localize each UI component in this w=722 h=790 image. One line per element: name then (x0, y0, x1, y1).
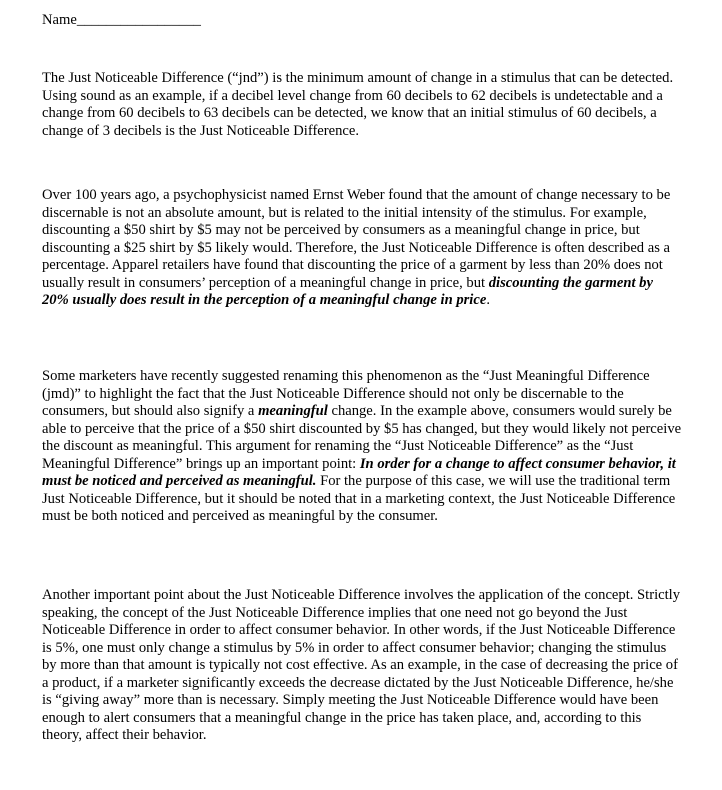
paragraph-text: Over 100 years ago, a psychophysicist named Ernst Weber found that the amount of change necessary to be discernable is not an absolute amount, but is related to the initial intensity of the stimulus. For example, discounting a $50 shirt by $5 may not be perceived by consumers as a meaningful change in price, but discounting a $25 shirt by $5 likely would. Therefore, the Just Noticeable Difference is often described as a percentage. Apparel retailers have found that discounting the price of a garment by less than 20% does not usually result in consumers’ perception of a meaningful change in price, but (42, 187, 671, 291)
emphasis-text: discounting the garment by 20% usually does result in the perception of a meaningful change in price (42, 274, 653, 308)
paragraph-jnd-definition (42, 70, 682, 140)
emphasis-text: In order for a change to affect consumer behavior, it must be noticed and perceived as meaningful. (42, 455, 676, 489)
paragraph-jmd (42, 368, 682, 526)
paragraph-text: The Just Noticeable Difference (“jnd”) is the minimum amount of change in a stimulus that can be detected. Using sound as an example, if a decibel level change from 60 decibels to 62 decibels is undetectable and a change from 60 decibels to 63 decibels can be detected, we know that an initial stimulus of 60 decibels, a change of 3 decibels is the Just Noticeable Difference. (42, 70, 674, 139)
paragraph-application (42, 587, 682, 745)
paragraph-text: . (486, 292, 490, 308)
name-blank: _________________ (76, 12, 201, 28)
emphasis-text: meaningful (258, 403, 328, 419)
name-field-line (42, 12, 201, 30)
paragraph-text: Some marketers have recently suggested renaming this phenomenon as the “Just Meaningful Difference (jmd)” to highlight the fact that the Just Noticeable Difference should not only be discernable to the consumers, but should also signify a (42, 368, 650, 419)
paragraph-text: change. In the example above, consumers would surely be able to perceive that the price of a $50 shirt discounted by $5 has changed, but they would likely not perceive the discount as meaningful. This argument for renaming the “Just Noticeable Difference” as the “Just Meaningful Difference” brings up an important point: (42, 403, 682, 472)
paragraph-text: Another important point about the Just Noticeable Difference involves the application of the concept. Strictly speaking, the concept of the Just Noticeable Difference implies that one need not go beyond the Just Noticeable Difference in order to affect consumer behavior. In other words, if the Just Noticeable Difference is 5%, one must only change a stimulus by 5% in order to affect consumer behavior; changing the stimulus by more than that amount is typically not cost effective. As an example, in the case of decreasing the price of a product, if a marketer significantly exceeds the decrease dictated by the Just Noticeable Difference, he/she is “giving away” more than is necessary. Simply meeting the Just Noticeable Difference would have been enough to alert consumers that a meaningful change in the price has taken place, and, according to this theory, affect their behavior. (42, 587, 681, 743)
name-label: Name (42, 12, 77, 28)
paragraph-weber (42, 187, 682, 310)
paragraph-text: For the purpose of this case, we will use the traditional term Just Noticeable Difference, but it should be noted that in a marketing context, the Just Noticeable Difference must be both noticed and perceived as meaningful by the consumer. (42, 473, 676, 524)
